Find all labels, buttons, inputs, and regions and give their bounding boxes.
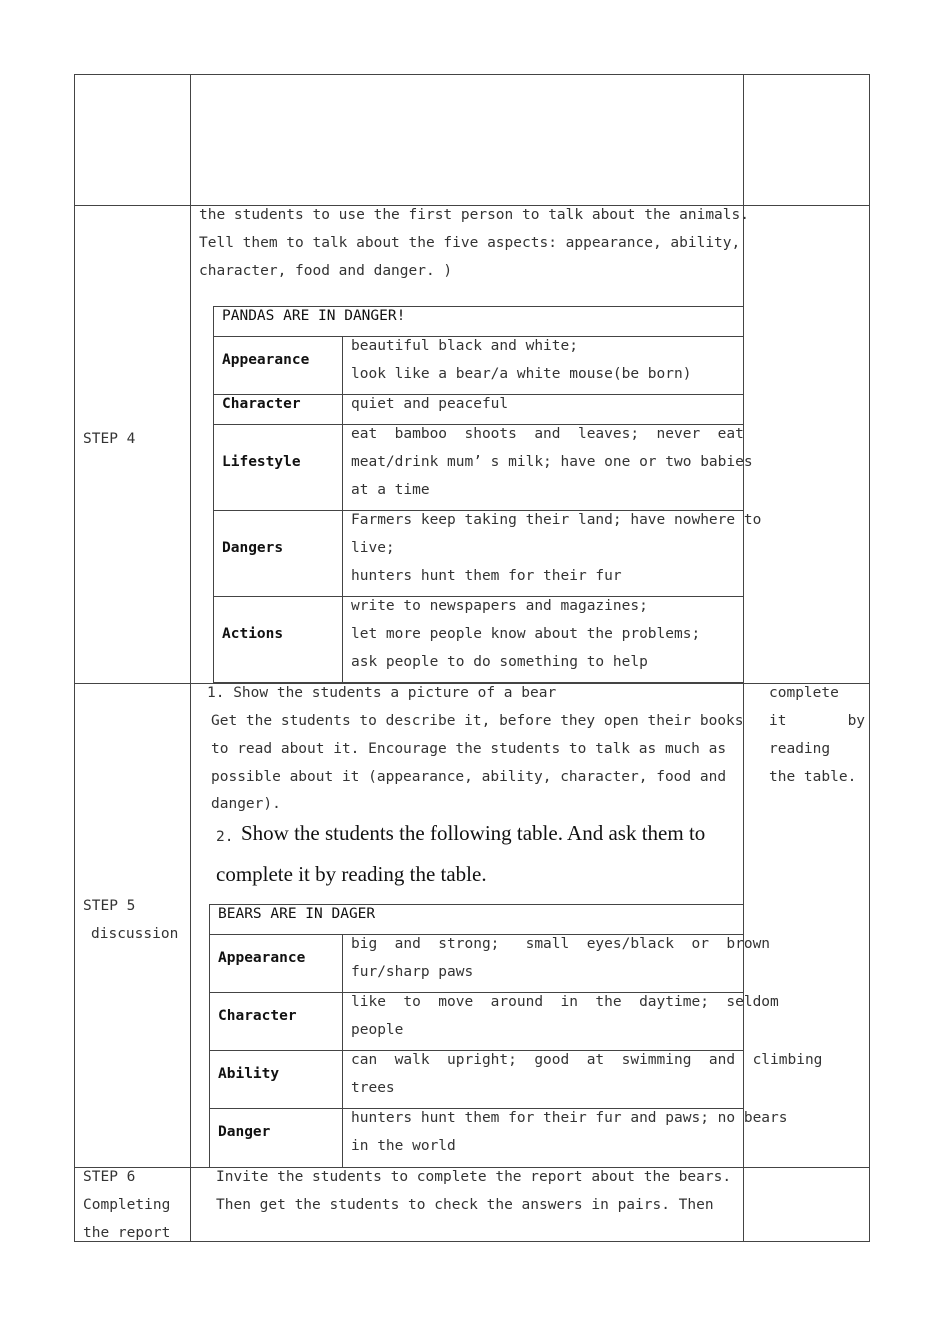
pandas-row-text: write to newspapers and magazines; — [351, 598, 648, 614]
step5-sublabel: discussion — [91, 926, 179, 942]
step4-label: STEP 4 — [83, 431, 136, 447]
step5-side-note-line: complete — [769, 685, 839, 701]
bears-row-label-ability: Ability — [218, 1066, 280, 1082]
pandas-row-text: beautiful black and white; — [351, 338, 578, 354]
pandas-row-text: eat bamboo shoots and leaves; never eat — [351, 426, 744, 442]
step5-item1-line: 1. Show the students a picture of a bear — [207, 685, 557, 701]
bears-column-divider — [342, 934, 343, 1168]
step5-item2-line: Show the students the following table. And ask them to — [241, 821, 706, 845]
step4-intro-line: Tell them to talk about the five aspects: appearance, ability, — [199, 235, 741, 251]
bears-row-text: big and strong; small eyes/black or brown — [351, 936, 771, 952]
bears-row-text: trees — [351, 1080, 395, 1096]
bears-row-text: in the world — [351, 1138, 456, 1154]
step5-item1-line: danger). — [211, 796, 281, 812]
step5-item1-line: to read about it. Encourage the students to talk as much as — [211, 741, 727, 757]
outer-border-right — [869, 74, 870, 1242]
bears-row-text: hunters hunt them for their fur and paws; no bears — [351, 1110, 788, 1126]
step5-side-note-line: it by — [769, 713, 866, 729]
bears-row-text: fur/sharp paws — [351, 964, 474, 980]
step6-label-line: Completing — [83, 1197, 171, 1213]
step6-label-line: the report — [83, 1225, 171, 1241]
bears-row-label-danger: Danger — [218, 1124, 271, 1140]
pandas-row-text: look like a bear/a white mouse(be born) — [351, 366, 692, 382]
pandas-row-text: live; — [351, 540, 395, 556]
step5-item1-line: Get the students to describe it, before they open their books — [211, 713, 744, 729]
pandas-row-label-character: Character — [222, 396, 301, 412]
bears-row-text: people — [351, 1022, 404, 1038]
step5-item2-line: complete it by reading the table. — [216, 862, 487, 886]
pandas-row-text: quiet and peaceful — [351, 396, 509, 412]
column-divider-1 — [190, 74, 191, 1242]
step6-text-line: Invite the students to complete the report about the bears. — [216, 1169, 732, 1185]
pandas-row-text: hunters hunt them for their fur — [351, 568, 622, 584]
pandas-row-text: Farmers keep taking their land; have nowhere to — [351, 512, 762, 528]
pandas-row-label-dangers: Dangers — [222, 540, 284, 556]
bears-table-title: BEARS ARE IN DAGER — [218, 906, 376, 922]
pandas-row-text: at a time — [351, 482, 430, 498]
step5-label: STEP 5 — [83, 898, 136, 914]
bears-row-label-character: Character — [218, 1008, 297, 1024]
pandas-row-text: ask people to do something to help — [351, 654, 648, 670]
step5-side-note-line: reading — [769, 741, 831, 757]
step6-text-line: Then get the students to check the answers in pairs. Then — [216, 1197, 714, 1213]
outer-border-bottom — [74, 1241, 870, 1242]
bears-row-label-appearance: Appearance — [218, 950, 306, 966]
pandas-row-label-lifestyle: Lifestyle — [222, 454, 301, 470]
pandas-row-text: meat/drink mum’ s milk; have one or two babies — [351, 454, 753, 470]
pandas-column-divider — [342, 336, 343, 683]
pandas-row-label-appearance: Appearance — [222, 352, 310, 368]
pandas-row-label-actions: Actions — [222, 626, 284, 642]
pandas-table-title: PANDAS ARE IN DANGER! — [222, 308, 406, 324]
bears-row-text: can walk upright; good at swimming and climbing — [351, 1052, 823, 1068]
outer-border-left — [74, 74, 75, 1242]
pandas-row-text: let more people know about the problems; — [351, 626, 701, 642]
outer-border-top — [74, 74, 870, 75]
step4-intro-line: the students to use the first person to talk about the animals. — [199, 207, 749, 223]
step5-item1-line: possible about it (appearance, ability, character, food and — [211, 769, 727, 785]
bears-row-text: like to move around in the daytime; seldom — [351, 994, 779, 1010]
step4-intro-line: character, food and danger. ) — [199, 263, 453, 279]
step5-item2-number: 2. — [216, 829, 234, 845]
step6-label-line: STEP 6 — [83, 1169, 136, 1185]
step5-side-note-line: the table. — [769, 769, 857, 785]
